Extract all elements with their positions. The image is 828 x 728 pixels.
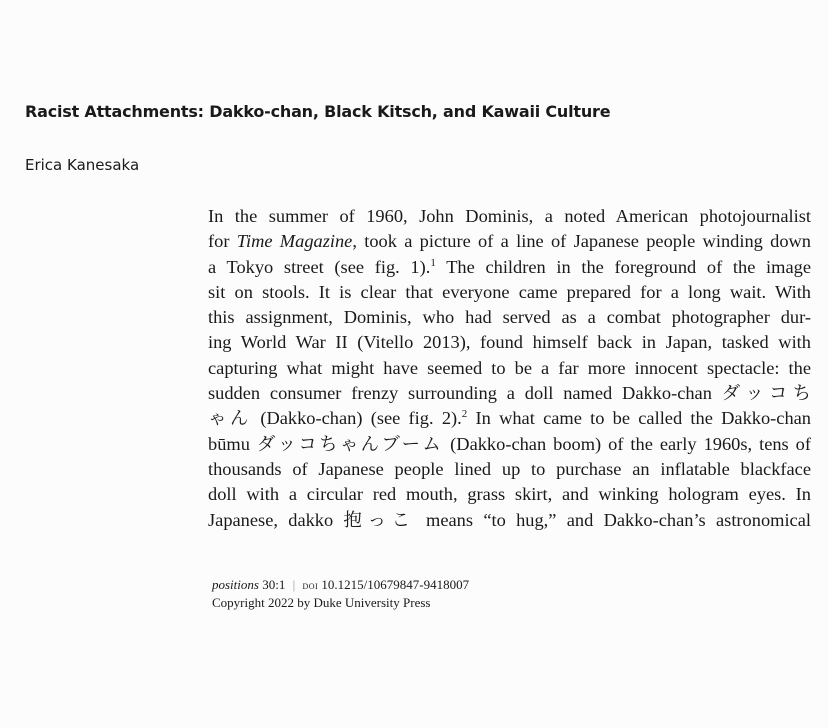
body-line: thousands of Japanese people lined up to purchase an inflatable blackface xyxy=(208,458,811,479)
footnote-marker[interactable]: 1 xyxy=(430,256,436,269)
body-line: In the summer of 1960, John Dominis, a noted American photojournalist xyxy=(208,206,811,226)
body-line: for Time Magazine, took a picture of a line of Japanese people winding down xyxy=(208,231,811,252)
body-line: capturing what might have seemed to be a far more innocent spectacle: the xyxy=(208,357,811,378)
author-name: Erica Kanesaka xyxy=(25,156,140,174)
body-line: sit on stools. It is clear that everyone came prepared for a long wait. With xyxy=(208,281,811,302)
journal-name: positions xyxy=(212,577,259,592)
body-paragraph xyxy=(208,204,811,533)
separator: | xyxy=(292,577,296,592)
journal-name-italic: Time Magazine xyxy=(236,231,353,252)
journal-volume: 30:1 xyxy=(262,577,286,592)
citation-line xyxy=(212,576,469,594)
article-title: Racist Attachments: Dakko-chan, Black Kitsch, and Kawaii Culture xyxy=(25,102,611,121)
body-line: ing World War II (Vitello 2013), found himself back in Japan, tasked with xyxy=(208,332,811,353)
doi-label: doi xyxy=(302,578,319,592)
body-line: Japanese, dakko 抱っこ means “to hug,” and Dakko-chan’s astronomical xyxy=(208,509,811,530)
body-line: būmu ダッコちゃんブーム (Dakko-chan boom) of the early 1960s, tens of xyxy=(208,433,811,454)
doi-value[interactable]: 10.1215/10679847-9418007 xyxy=(321,577,470,592)
body-line: doll with a circular red mouth, grass skirt, and winking hologram eyes. In xyxy=(208,484,811,505)
citation-footer xyxy=(212,576,469,612)
body-line: ゃん (Dakko-chan) (see fig. 2).$^2$ In what came to be called the Dakko-chan xyxy=(208,408,811,429)
body-line: sudden consumer frenzy surrounding a doll named Dakko-chan ダッコち xyxy=(208,383,811,404)
body-line: this assignment, Dominis, who had served as a combat photographer dur- xyxy=(208,307,811,328)
copyright-line: Copyright 2022 by Duke University Press xyxy=(212,595,431,610)
footnote-marker[interactable]: 2 xyxy=(461,408,468,421)
body-line: a Tokyo street (see fig. 1).$^1$ The children in the foreground of the image xyxy=(208,256,811,277)
